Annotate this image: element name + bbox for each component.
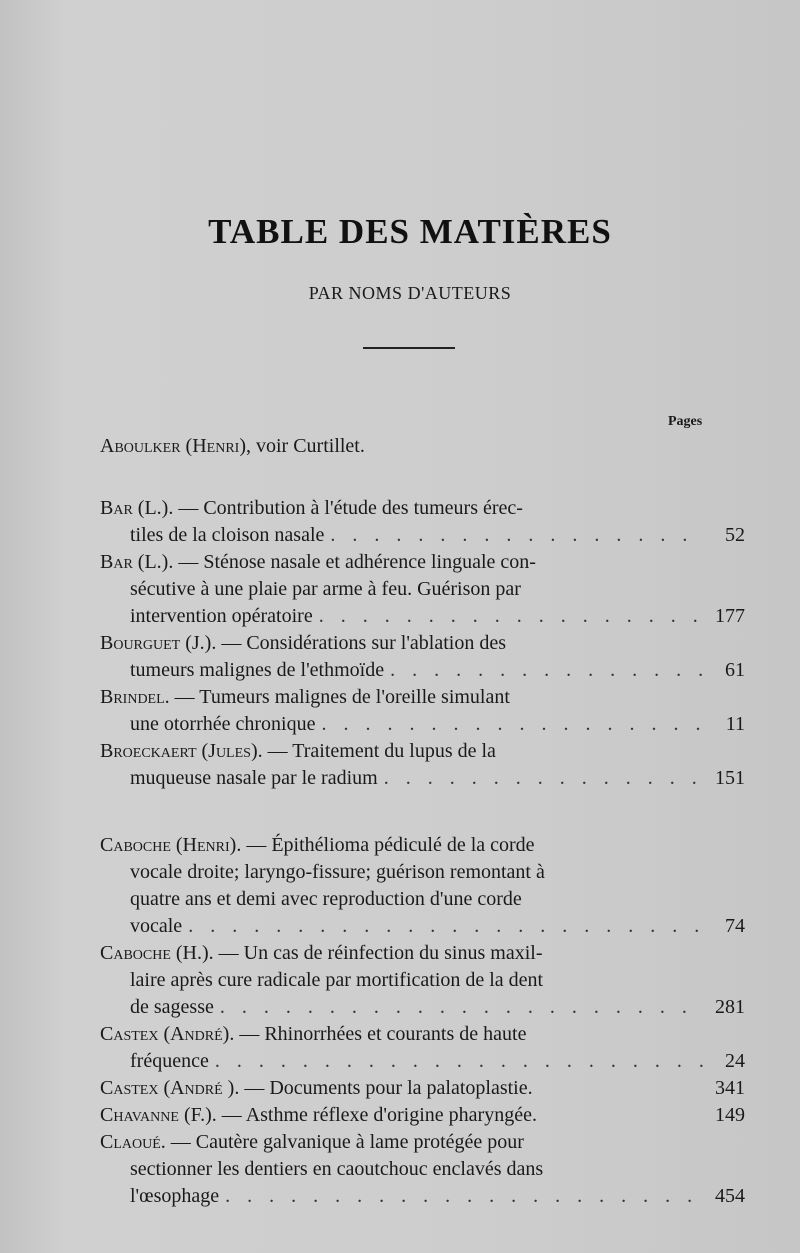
leader-dots	[220, 994, 703, 1021]
entry-title-line: quatre ans et demi avec reproduction d'une corde	[130, 888, 522, 910]
entry-page: 11	[725, 713, 745, 735]
entry-page: 281	[715, 996, 745, 1018]
entry-author: Bourguet (J.).	[100, 632, 217, 654]
toc-entry	[100, 738, 745, 792]
leader-dots	[319, 603, 703, 630]
entry-page: 61	[725, 659, 745, 681]
entry-author: Castex (André ).	[100, 1077, 240, 1099]
page-subtitle: PAR NOMS D'AUTEURS	[308, 283, 512, 303]
entry-title-line: — Traitement du lupus de la	[267, 740, 496, 762]
page-title: TABLE DES MATIÈRES	[208, 212, 612, 251]
title-divider	[363, 347, 455, 349]
entry-title-line: l'œsophage	[130, 1185, 220, 1207]
entry-page: 74	[725, 915, 745, 937]
entry-author: Chavanne (F.).	[100, 1104, 217, 1126]
entry-author: Bar (L.).	[100, 497, 174, 519]
entry-title-line: tiles de la cloison nasale	[130, 524, 325, 546]
entry-title-line: de sagesse	[130, 996, 214, 1018]
entry-title-line: — Tumeurs malignes de l'oreille simulant	[174, 686, 510, 708]
toc-entry	[100, 630, 745, 684]
entry-title-line: — Considérations sur l'ablation des	[221, 632, 507, 654]
entry-page: 52	[725, 524, 745, 546]
entry-page: 24	[725, 1050, 745, 1072]
entry-author: Bar (L.).	[100, 551, 174, 573]
entry-title-line: — Épithélioma pédiculé de la corde	[246, 834, 535, 856]
entry-page: 151	[715, 767, 745, 789]
entry-title-line: vocale	[130, 915, 183, 937]
entry-title-line: sectionner les dentiers en caoutchouc enclavés dans	[130, 1158, 544, 1180]
entry-title-line: fréquence	[130, 1050, 209, 1072]
entry-title-line: — Cautère galvanique à lame protégée pour	[170, 1131, 524, 1153]
leader-dots	[321, 711, 703, 738]
entry-author: Aboulker (Henri),	[100, 435, 251, 457]
toc-entry	[100, 1129, 745, 1210]
toc-entry	[100, 433, 745, 460]
entry-author: Brindel.	[100, 686, 170, 708]
toc-entry	[100, 832, 745, 940]
entry-title-line: — Un cas de réinfection du sinus maxil-	[218, 942, 543, 964]
leader-dots	[225, 1183, 703, 1210]
entry-title-line: sécutive à une plaie par arme à feu. Guérison par	[130, 578, 521, 600]
entry-title-line: muqueuse nasale par le radium	[130, 767, 378, 789]
entry-page: 341	[715, 1077, 745, 1099]
entry-title-line: — Contribution à l'étude des tumeurs érec-	[178, 497, 523, 519]
entry-title-line: — Asthme réflexe d'origine pharyngée.	[221, 1104, 537, 1126]
entry-page: 177	[715, 605, 745, 627]
toc-entry	[100, 549, 745, 630]
entry-title-line: — Documents pour la palatoplastie.	[244, 1077, 533, 1099]
entry-title-line: vocale droite; laryngo-fissure; guérison remontant à	[130, 861, 545, 883]
entry-title-line: intervention opératoire	[130, 605, 313, 627]
leader-dots	[330, 522, 703, 549]
entry-title-line: — Sténose nasale et adhérence linguale con-	[178, 551, 536, 573]
leader-dots	[188, 913, 703, 940]
pages-column-label: Pages	[668, 414, 703, 429]
toc-entry	[100, 1102, 745, 1129]
entry-title-line: tumeurs malignes de l'ethmoïde	[130, 659, 385, 681]
toc-entry	[100, 684, 745, 738]
entry-author: Claoué.	[100, 1131, 166, 1153]
leader-dots	[384, 765, 703, 792]
entry-title-line: laire après cure radicale par mortification de la dent	[130, 969, 544, 991]
entry-author: Caboche (Henri).	[100, 834, 242, 856]
entry-page: 149	[715, 1104, 745, 1126]
leader-dots	[215, 1048, 703, 1075]
toc-entries	[100, 433, 745, 1210]
toc-entry	[100, 1021, 745, 1075]
entry-title-line: une otorrhée chronique	[130, 713, 316, 735]
toc-entry	[100, 1075, 745, 1102]
toc-entry	[100, 940, 745, 1021]
entry-title-line: — Rhinorrhées et courants de haute	[239, 1023, 527, 1045]
toc-entry	[100, 495, 745, 549]
entry-author: Broeckaert (Jules).	[100, 740, 263, 762]
entry-author: Caboche (H.).	[100, 942, 214, 964]
entry-author: Castex (André).	[100, 1023, 235, 1045]
entry-page: 454	[715, 1185, 745, 1207]
leader-dots	[390, 657, 703, 684]
entry-reference: voir Curtillet.	[255, 435, 365, 457]
